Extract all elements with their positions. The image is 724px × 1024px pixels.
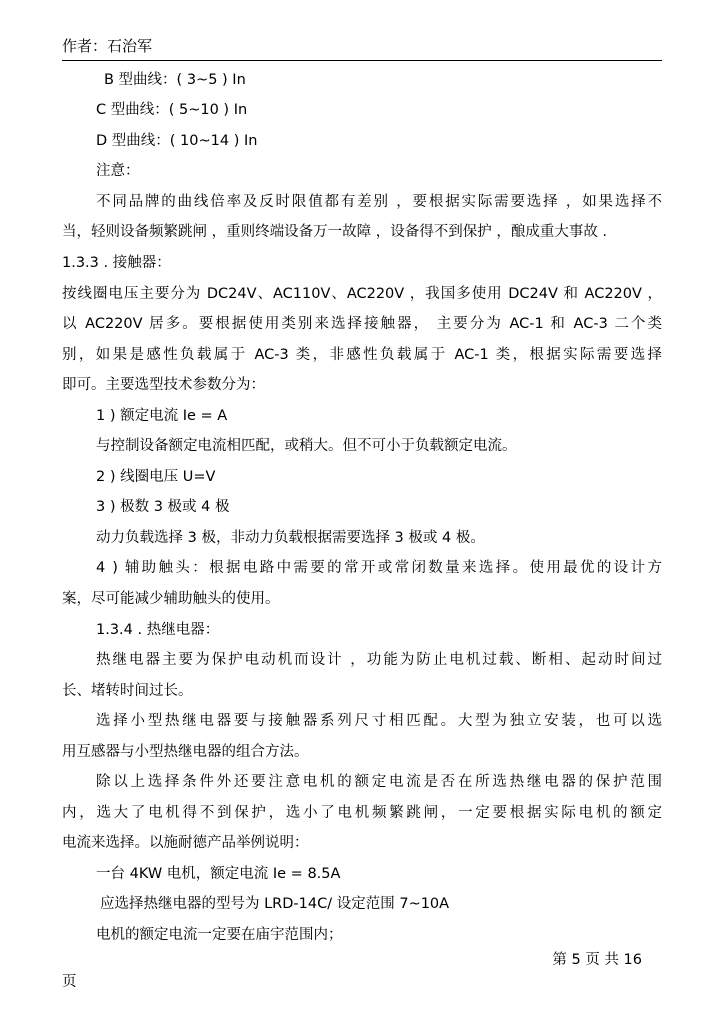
text-line: D 型曲线：( 10~14 ) In [96, 133, 258, 149]
text-line: B 型曲线：( 3~5 ) In [104, 72, 246, 88]
text-line: 选择小型热继电器要与接触器系列尺寸相匹配。大型为独立安装，也可以选 [96, 713, 662, 729]
text-line: 用互感器与小型热继电器的组合方法。 [62, 744, 309, 760]
text-line: 电机的额定电流一定要在庙宇范围内； [96, 927, 343, 943]
text-line: 以 AC220V 居多。要根据使用类别来选择接触器， 主要分为 AC-1 和 AC-3 二个类 [62, 316, 662, 332]
text-line: C 型曲线：( 5~10 ) In [96, 102, 248, 118]
text-line: 电流来选择。以施耐德产品举例说明： [62, 835, 309, 851]
section-heading: 1.3.4 . 热继电器： [96, 622, 220, 638]
text-line: 3 ) 极数 3 极或 4 极 [96, 499, 230, 515]
text-line: 不同品牌的曲线倍率及反时限值都有差别 ，要根据实际需要选择 ，如果选择不 [96, 194, 662, 210]
page-number-suffix: 页 [62, 974, 77, 990]
text-line: 当，轻则设备频繁跳闸 ，重则终端设备万一故障 ，设备得不到保护 ，酿成重大事故 . [62, 224, 608, 240]
text-line: 即可。主要选型技术参数分为： [62, 377, 265, 393]
text-line: 一台 4KW 电机，额定电流 Ie = 8.5A [96, 866, 341, 882]
text-line: 内，选大了电机得不到保护，选小了电机频繁跳闸，一定要根据实际电机的额定 [62, 805, 662, 821]
text-line: 与控制设备额定电流相匹配，或稍大。但不可小于负载额定电流。 [96, 438, 517, 454]
text-line: 应选择热继电器的型号为 LRD-14C/ 设定范围 7~10A [100, 896, 450, 912]
text-line: 4 ) 辅助触头：根据电路中需要的常开或常闭数量来选择。使用最优的设计方 [96, 560, 662, 576]
text-line: 注意： [96, 163, 140, 179]
section-heading: 1.3.3 . 接触器： [62, 255, 171, 271]
text-line: 热继电器主要为保护电动机而设计 ，功能为防止电机过载、断相、起动时间过 [96, 652, 662, 668]
text-line: 长、堵转时间过长。 [62, 683, 193, 699]
text-line: 按线圈电压主要分为 DC24V、AC110V、AC220V ，我国多使用 DC24V 和 AC220V ， [62, 286, 662, 302]
text-line: 案，尽可能减少辅助触头的使用。 [62, 591, 280, 607]
text-line: 别，如果是感性负载属于 AC-3 类，非感性负载属于 AC-1 类，根据实际需要选择 [62, 347, 662, 363]
header-divider [62, 60, 662, 61]
text-line: 除以上选择条件外还要注意电机的额定电流是否在所选热继电器的保护范围 [96, 774, 662, 790]
text-line: 1 ) 额定电流 Ie = A [96, 408, 228, 424]
author-header: 作者：石治军 [62, 37, 153, 55]
text-line: 2 ) 线圈电压 U=V [96, 469, 216, 485]
page-number: 第 5 页 共 16 [552, 952, 642, 968]
text-line: 动力负载选择 3 极，非动力负载根据需要选择 3 极或 4 极。 [96, 530, 485, 546]
